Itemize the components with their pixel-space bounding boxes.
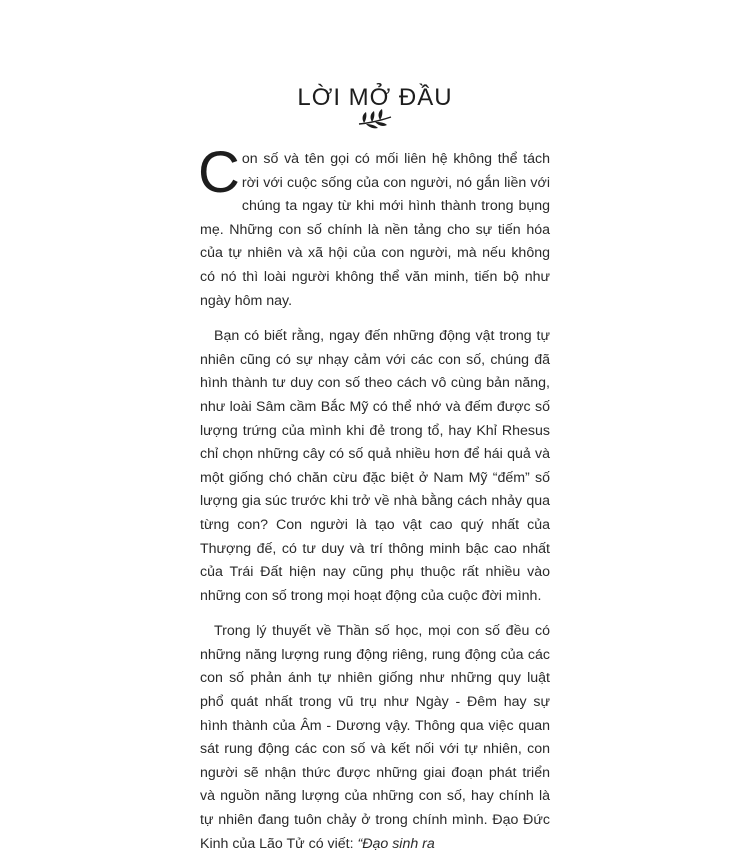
- leaf-sprig-icon: [355, 108, 395, 132]
- page-title: LỜI MỞ ĐẦU: [297, 84, 453, 112]
- paragraph-1: [198, 140, 550, 313]
- paragraph-1-text: on số và tên gọi có mối liên hệ không thể tách rời với cuộc sống của con người, nó gắn liền với chúng ta ngay từ khi mới hình thành trong bụng mẹ. Những con số chính là nền tảng cho sự tiến hóa của tự nhiên và xã hội của con người, mà nếu không có nó thì loài người không thể văn minh, tiến bộ như ngày hôm nay.: [200, 151, 550, 309]
- body-text: [198, 140, 550, 868]
- paragraph-3-text: Trong lý thuyết về Thần số học, mọi con số đều có những năng lượng rung động riêng, rung động của các con số phản ánh tự nhiên giống như những quy luật phổ quát nhất trong vũ trụ như Ngày - Đêm hay sự hình thành của Âm - Dương vậy. Thông qua việc quan sát rung động các con số và kết nối với tự nhiên, con người sẽ nhận thức được những giai đoạn phát triển và nguồn năng lượng của những con số, hay chính là tự nhiên đang tuôn chảy ở trong chính mình. Đạo Đức Kinh của Lão Tử có viết:: [200, 623, 550, 852]
- paragraph-3: [200, 620, 550, 856]
- paragraph-2: Bạn có biết rằng, ngay đến những động vật trong tự nhiên cũng có sự nhạy cảm với các con số, chúng đã hình thành tư duy con số theo cách vô cùng bản năng, như loài Sâm cầm Bắc Mỹ có thể nhớ và đếm được số lượng trứng của mình khi đẻ trong tổ, hay Khỉ Rhesus chỉ chọn những cây có số quả nhiều hơn để hái quả và một giống chó chăn cừu đặc biệt ở Nam Mỹ “đếm” số lượng gia súc trước khi trở về nhà bằng cách nhảy qua từng con? Con người là tạo vật cao quý nhất của Thượng đế, có tư duy và trí thông minh bậc cao nhất của Trái Đất hiện nay cũng phụ thuộc rất nhiều vào những con số trong mọi hoạt động của cuộc đời mình.: [200, 328, 550, 604]
- quote-text: “Đạo sinh ra: [357, 835, 435, 852]
- drop-cap: C: [198, 140, 240, 205]
